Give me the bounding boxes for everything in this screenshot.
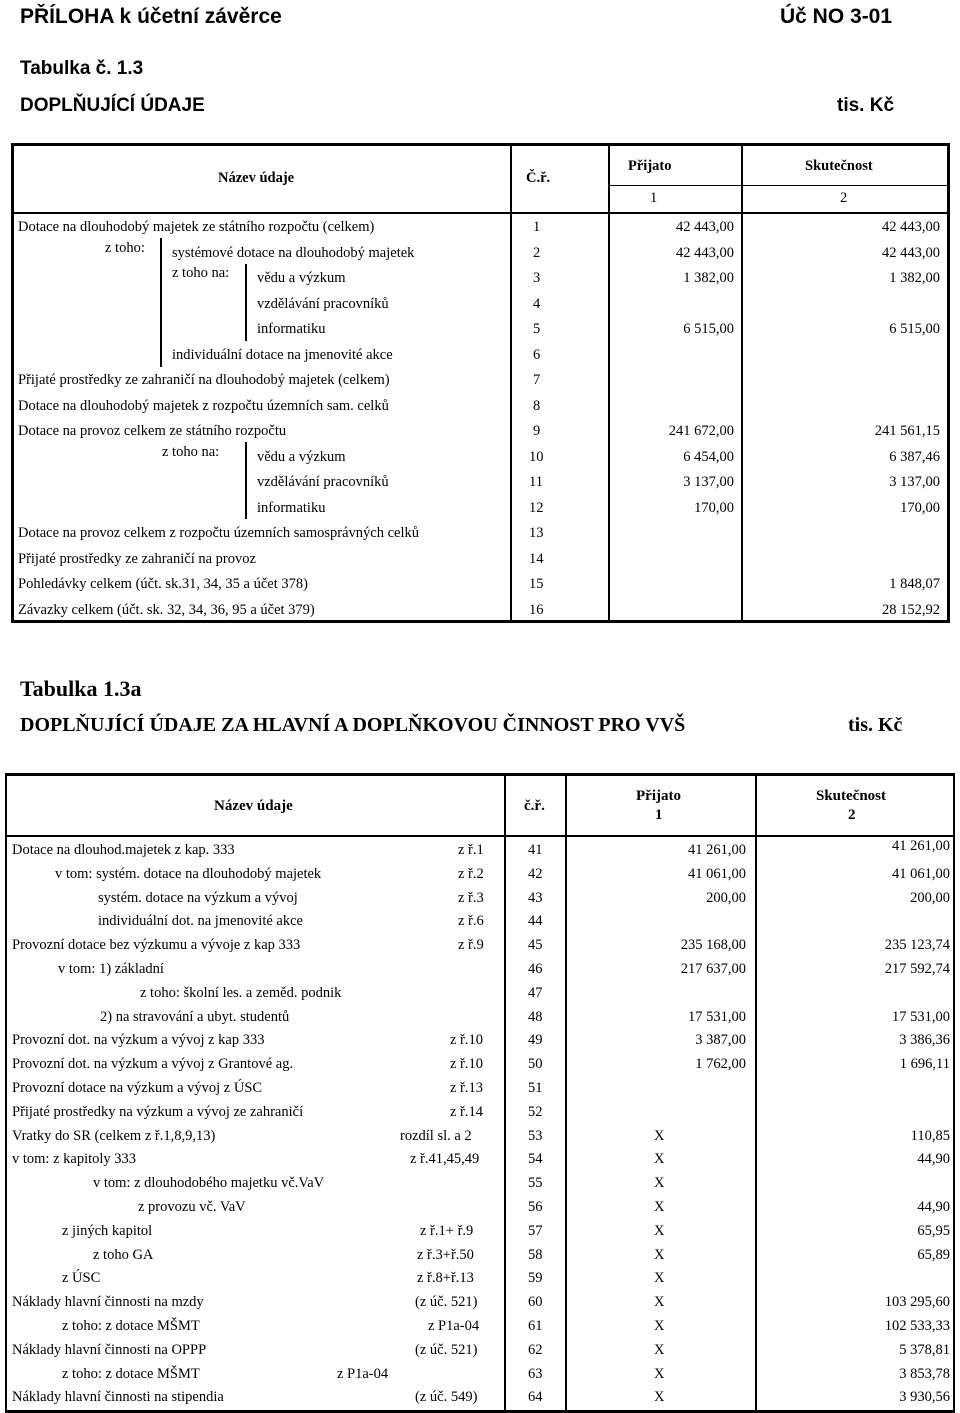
row-prijato: X [654, 1127, 665, 1144]
row-prijato: 42 443,00 [676, 244, 734, 261]
row-label: vědu a výzkum [257, 448, 346, 465]
row-prijato: 41 261,00 [688, 842, 746, 858]
table-row [0, 1385, 960, 1409]
row-number: 61 [528, 1318, 543, 1334]
row-prijato: 1 762,00 [695, 1056, 746, 1073]
section-title: DOPLŇUJÍCÍ ÚDAJE [20, 95, 205, 116]
row-number: 5 [533, 321, 541, 337]
row-number: 59 [528, 1270, 543, 1287]
row-label: individuální dot. na jmenovité akce [98, 913, 303, 930]
row-label: Vratky do SR (celkem z ř.1,8,9,13) [12, 1127, 216, 1144]
unit-label: tis. Kč [837, 95, 895, 116]
row-skutecnost: 28 152,92 [882, 601, 940, 618]
row-reference: (z úč. 521) [415, 1294, 478, 1311]
col-header-rn: Č.ř. [526, 170, 551, 186]
col-number-skutecnost: 2 [840, 190, 848, 206]
table-row [0, 546, 960, 572]
row-prijato: X [654, 1389, 665, 1406]
row-prijato: X [654, 1151, 665, 1168]
table-row [0, 862, 960, 886]
table-2-number: Tabulka 1.3a [20, 676, 142, 701]
row-number: 14 [529, 550, 544, 567]
row-skutecnost: 65,95 [917, 1222, 950, 1239]
table-row [0, 1171, 960, 1195]
row-number: 15 [529, 576, 544, 592]
row-label: Dotace na dlouhodobý majetek z rozpočtu územních sam. celků [18, 397, 389, 414]
col-number-prijato: 1 [650, 190, 658, 206]
row-prijato: X [654, 1270, 665, 1287]
row-skutecnost: 241 561,15 [874, 423, 940, 439]
row-label: vzdělávání pracovníků [257, 474, 389, 490]
row-number: 57 [528, 1222, 543, 1239]
row-skutecnost: 1 696,11 [899, 1056, 950, 1073]
row-label: vědu a výzkum [257, 270, 346, 286]
row-label: Pohledávky celkem (účt. sk.31, 34, 35 a účet 378) [18, 576, 308, 592]
row-skutecnost: 1 848,07 [889, 576, 940, 592]
row-label: z ÚSC [62, 1270, 101, 1287]
table-row [0, 214, 960, 240]
row-skutecnost: 42 443,00 [882, 244, 940, 261]
table-row [0, 367, 960, 393]
row-label: v tom: z kapitoly 333 [12, 1151, 137, 1168]
row-label: z toho: z dotace MŠMT [62, 1365, 200, 1382]
row-prijato: 235 168,00 [680, 937, 746, 954]
table-row [0, 1338, 960, 1362]
row-reference: z ř.6 [458, 913, 484, 930]
row-label: Provozní dot. na výzkum a vývoj z Grantové ag. [12, 1056, 294, 1073]
table-row [0, 1005, 960, 1029]
row-prijato: X [654, 1222, 665, 1239]
row-number: 58 [528, 1246, 543, 1263]
row-prefix: z toho na: [162, 443, 220, 460]
row-label: systémové dotace na dlouhodobý majetek [172, 244, 415, 261]
table-row [0, 1100, 960, 1124]
row-label: 2) na stravování a ubyt. studentů [100, 1008, 290, 1025]
row-number: 42 [528, 865, 543, 882]
col-header-skutecnost: Skutečnost [805, 158, 873, 174]
row-prijato: X [654, 1294, 665, 1311]
table-row [0, 520, 960, 546]
row-skutecnost: 65,89 [917, 1246, 950, 1263]
row-label: Náklady hlavní činnosti na OPPP [12, 1341, 207, 1358]
table-row [0, 981, 960, 1005]
row-prijato: X [654, 1246, 665, 1263]
table-row [0, 1076, 960, 1100]
row-reference: (z úč. 549) [415, 1389, 478, 1406]
table-row [0, 1290, 960, 1314]
row-skutecnost: 6 387,46 [889, 448, 940, 465]
row-number: 51 [528, 1080, 543, 1096]
table-row [0, 1266, 960, 1290]
row-reference: z ř.13 [450, 1080, 484, 1096]
row-prijato: 170,00 [694, 499, 734, 516]
table-row [0, 1052, 960, 1076]
row-prijato: 217 637,00 [680, 961, 746, 977]
row-label: Závazky celkem (účt. sk. 32, 34, 36, 95 a účet 379) [18, 601, 315, 618]
row-skutecnost: 235 123,74 [884, 937, 950, 954]
row-label: z provozu vč. VaV [138, 1199, 246, 1215]
row-reference: z ř.1 [458, 842, 484, 858]
table-row [0, 1195, 960, 1219]
row-label: v tom: systém. dotace na dlouhodobý majetek [55, 865, 322, 882]
row-skutecnost: 3 853,78 [899, 1365, 950, 1382]
row-label: Provozní dotace bez výzkumu a vývoje z kap 333 [12, 937, 301, 954]
row-label: individuální dotace na jmenovité akce [172, 346, 393, 363]
row-label: Přijaté prostředky ze zahraničí na provoz [18, 550, 256, 567]
table-row [0, 571, 960, 597]
row-label: Provozní dotace na výzkum a vývoj z ÚSC [12, 1080, 263, 1096]
table-row [0, 265, 960, 291]
page-title: PŘÍLOHA k účetní závěrce [20, 5, 282, 28]
table-row [0, 909, 960, 933]
row-label: vzdělávání pracovníků [257, 295, 389, 312]
col-number-prijato: 1 [655, 807, 663, 823]
row-number: 45 [528, 937, 543, 954]
row-label: Náklady hlavní činnosti na stipendia [12, 1389, 224, 1406]
row-skutecnost: 200,00 [910, 889, 950, 906]
row-label: Provozní dot. na výzkum a vývoj z kap 333 [12, 1032, 265, 1049]
row-prijato: X [654, 1341, 665, 1358]
row-reference: z ř.3+ř.50 [417, 1246, 474, 1263]
row-skutecnost: 44,90 [917, 1151, 950, 1168]
row-label: Přijaté prostředky ze zahraničí na dlouhodobý majetek (celkem) [18, 372, 390, 388]
table-row [0, 1028, 960, 1052]
row-label: v tom: 1) základní [58, 961, 164, 977]
row-number: 64 [528, 1389, 543, 1406]
row-number: 53 [528, 1127, 543, 1144]
table-row [0, 1147, 960, 1171]
row-prijato: 241 672,00 [668, 423, 734, 439]
row-prijato: 42 443,00 [676, 219, 734, 235]
row-number: 4 [533, 295, 541, 312]
row-number: 10 [529, 448, 544, 465]
row-number: 41 [528, 842, 543, 858]
row-label: Dotace na provoz celkem ze státního rozpočtu [18, 423, 287, 439]
table-row [0, 597, 960, 623]
row-skutecnost: 102 533,33 [884, 1318, 950, 1334]
row-number: 16 [529, 601, 544, 618]
row-number: 8 [533, 397, 541, 414]
row-skutecnost: 217 592,74 [884, 961, 950, 977]
row-number: 46 [528, 961, 543, 977]
row-number: 63 [528, 1365, 543, 1382]
row-label: Náklady hlavní činnosti na mzdy [12, 1294, 204, 1311]
row-label: Dotace na provoz celkem z rozpočtu územních samosprávných celků [18, 525, 420, 541]
row-number: 50 [528, 1056, 543, 1073]
row-number: 52 [528, 1103, 543, 1120]
row-reference: z ř.3 [458, 889, 484, 906]
table-2-title: DOPLŇUJÍCÍ ÚDAJE ZA HLAVNÍ A DOPLŇKOVOU ČINNOST PRO VVŠ [20, 714, 686, 736]
col-header-name: Název údaje [214, 798, 293, 814]
table-row [0, 1314, 960, 1338]
row-prijato: 41 061,00 [688, 865, 746, 882]
row-number: 1 [533, 219, 541, 235]
row-skutecnost: 44,90 [917, 1199, 950, 1215]
row-number: 48 [528, 1008, 543, 1025]
row-prijato: 6 454,00 [683, 448, 734, 465]
col-header-prijato: Přijato [636, 788, 681, 804]
row-prefix: z toho na: [172, 265, 230, 281]
row-prijato: X [654, 1199, 665, 1215]
table-row [0, 1362, 960, 1386]
row-prijato: 3 137,00 [683, 474, 734, 490]
row-number: 56 [528, 1199, 543, 1215]
row-prijato: 6 515,00 [683, 321, 734, 337]
row-label: v tom: z dlouhodobého majetku vč.VaV [93, 1175, 325, 1192]
table-row [0, 316, 960, 342]
col-header-skutecnost: Skutečnost [816, 788, 887, 804]
table-2-unit: tis. Kč [848, 714, 903, 736]
table-row [0, 393, 960, 419]
row-skutecnost: 3 137,00 [889, 474, 940, 490]
row-prijato: 200,00 [706, 889, 746, 906]
row-reference: z ř.2 [458, 865, 484, 882]
row-reference: z ř.41,45,49 [410, 1151, 480, 1168]
table-row [0, 469, 960, 495]
row-number: 62 [528, 1341, 543, 1358]
row-prijato: 1 382,00 [683, 270, 734, 286]
table-row [0, 1219, 960, 1243]
row-skutecnost: 3 930,56 [899, 1389, 950, 1406]
row-number: 55 [528, 1175, 543, 1192]
row-number: 13 [529, 525, 544, 541]
row-label: systém. dotace na výzkum a vývoj [98, 889, 298, 906]
col-header-name: Název údaje [218, 170, 295, 186]
row-number: 6 [533, 346, 541, 363]
row-skutecnost: 6 515,00 [889, 321, 940, 337]
row-label: informatiku [257, 321, 326, 337]
col-header-rn: č.ř. [524, 798, 545, 814]
row-label: z toho GA [93, 1246, 154, 1263]
table-row [0, 418, 960, 444]
table-row [0, 495, 960, 521]
row-label: informatiku [257, 499, 326, 516]
row-reference: z P1a-04 [428, 1318, 480, 1334]
row-skutecnost: 41 061,00 [892, 865, 950, 882]
row-reference: z ř.14 [450, 1103, 484, 1120]
row-number: 43 [528, 889, 543, 906]
col-header-prijato: Přijato [628, 158, 672, 174]
row-skutecnost: 170,00 [900, 499, 940, 516]
row-number: 9 [533, 423, 541, 439]
row-number: 47 [528, 984, 543, 1001]
row-reference: z ř.10 [450, 1032, 484, 1049]
row-skutecnost: 110,85 [910, 1127, 950, 1144]
row-prijato: X [654, 1318, 665, 1334]
row-skutecnost: 42 443,00 [882, 219, 940, 235]
row-label: z toho: z dotace MŠMT [62, 1318, 200, 1334]
row-number: 44 [528, 913, 543, 930]
table-row [0, 838, 960, 862]
table-number: Tabulka č. 1.3 [20, 58, 144, 79]
row-label: Přijaté prostředky na výzkum a vývoj ze zahraničí [12, 1103, 304, 1120]
table-row [0, 1243, 960, 1267]
row-reference: z P1a-04 [337, 1365, 389, 1382]
table-row [0, 1124, 960, 1148]
row-number: 7 [533, 372, 541, 388]
row-label: z toho: školní les. a zeměd. podnik [140, 984, 342, 1001]
row-reference: (z úč. 521) [415, 1341, 478, 1358]
row-number: 2 [533, 244, 541, 261]
row-number: 3 [533, 270, 541, 286]
table-row [0, 291, 960, 317]
row-label: z jiných kapitol [62, 1222, 153, 1239]
row-skutecnost: 5 378,81 [899, 1341, 950, 1358]
table-row [0, 240, 960, 266]
row-skutecnost: 17 531,00 [892, 1008, 950, 1025]
table-row [0, 342, 960, 368]
row-label: Dotace na dlouhod.majetek z kap. 333 [12, 842, 235, 858]
row-reference: z ř.9 [458, 937, 484, 954]
row-label: Dotace na dlouhodobý majetek ze státního rozpočtu (celkem) [18, 219, 375, 235]
form-code: Úč NO 3-01 [780, 5, 893, 28]
table-row [0, 444, 960, 470]
table-row [0, 957, 960, 981]
row-number: 12 [529, 499, 544, 516]
row-number: 11 [529, 474, 543, 490]
row-prijato: 3 387,00 [695, 1032, 746, 1049]
row-reference: z ř.8+ř.13 [417, 1270, 474, 1287]
row-prijato: X [654, 1365, 665, 1382]
row-skutecnost: 1 382,00 [889, 270, 940, 286]
row-number: 49 [528, 1032, 543, 1049]
row-number: 60 [528, 1294, 543, 1311]
row-reference: z ř.1+ ř.9 [420, 1222, 474, 1239]
row-prijato: 17 531,00 [688, 1008, 746, 1025]
col-number-skutecnost: 2 [848, 807, 856, 823]
row-number: 54 [528, 1151, 543, 1168]
row-skutecnost: 103 295,60 [884, 1294, 950, 1311]
row-reference: rozdíl sl. a 2 [400, 1127, 472, 1144]
row-skutecnost: 3 386,36 [899, 1032, 950, 1049]
row-prijato: X [654, 1175, 665, 1192]
table-row [0, 933, 960, 957]
table-row [0, 886, 960, 910]
row-reference: z ř.10 [450, 1056, 484, 1073]
row-skutecnost: 41 261,00 [892, 838, 950, 854]
row-prefix: z toho: [105, 239, 145, 256]
